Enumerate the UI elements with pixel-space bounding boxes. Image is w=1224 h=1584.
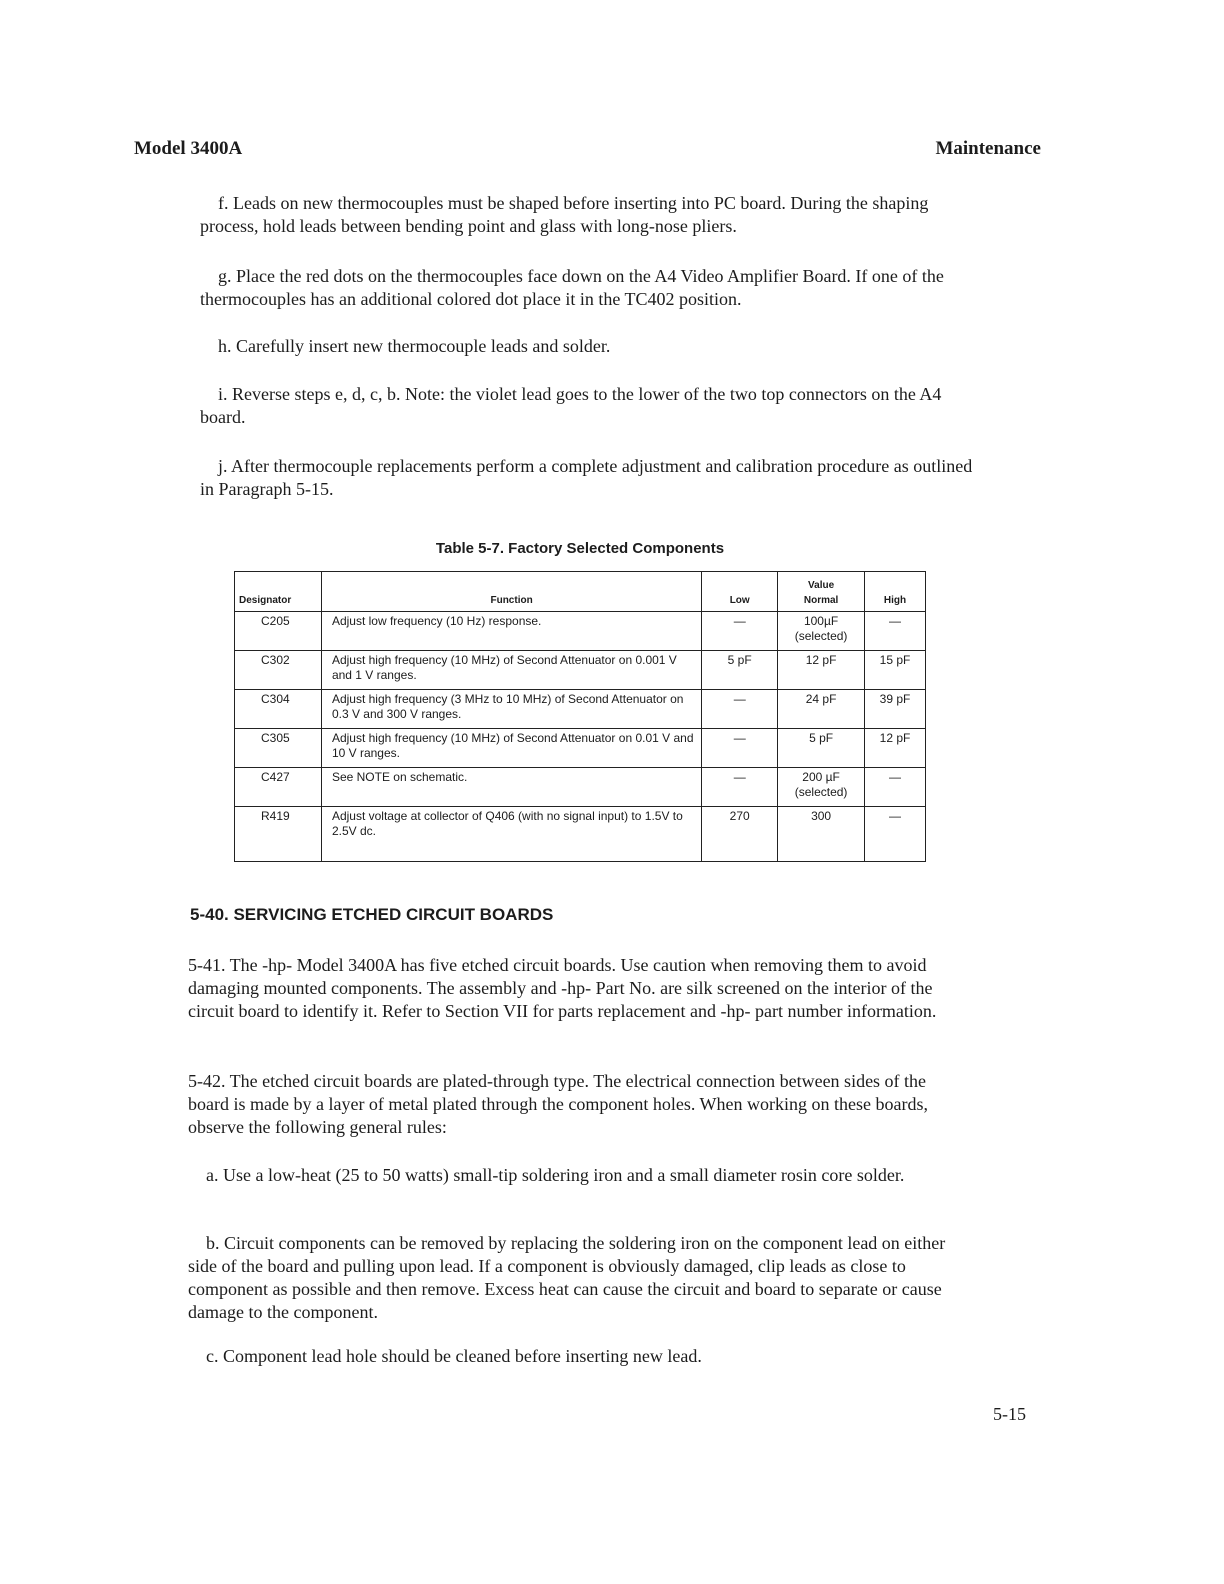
cell-function: See NOTE on schematic. — [321, 768, 701, 807]
cell-low: — — [702, 690, 778, 729]
table-row — [235, 768, 926, 807]
paragraph-5-42: 5-42. The etched circuit boards are plated-through type. The electrical connection between sides of the board is made by a layer of metal plated through the component holes. When working on these boards, observe the following general rules: — [188, 1071, 928, 1137]
header-high: High — [865, 572, 926, 612]
cell-normal — [778, 612, 865, 651]
table-row — [235, 729, 926, 768]
cell-low: 270 — [702, 807, 778, 862]
header-normal: Normal — [803, 595, 839, 606]
cell-normal — [778, 651, 865, 690]
cell-normal-value: 200 µF — [802, 770, 840, 784]
cell-normal-value: 24 pF — [805, 692, 837, 706]
step-f: f. Leads on new thermocouples must be shaped before inserting into PC board. During the shaping process, hold leads between bending point and glass with long-nose pliers. — [200, 193, 929, 236]
cell-normal-note: (selected) — [794, 629, 848, 643]
header-value: Value — [808, 580, 835, 591]
rule-a: a. Use a low-heat (25 to 50 watts) small-tip soldering iron and a small diameter rosin core solder. — [206, 1165, 905, 1185]
cell-normal-value: 5 pF — [809, 731, 834, 745]
cell-designator: C304 — [235, 690, 322, 729]
cell-designator: C427 — [235, 768, 322, 807]
cell-low: — — [702, 729, 778, 768]
cell-function: Adjust voltage at collector of Q406 (with no signal input) to 1.5V to 2.5V dc. — [321, 807, 701, 862]
cell-high: 15 pF — [865, 651, 926, 690]
factory-selected-components-table — [234, 571, 926, 862]
paragraph-5-41: 5-41. The -hp- Model 3400A has five etched circuit boards. Use caution when removing them to avoid damaging mounted components. The assembly and -hp- Part No. are silk screened on the interior of the circuit board to identify it. Refer to Section VII for parts replacement and -hp- part number information. — [188, 955, 937, 1021]
rule-b: b. Circuit components can be removed by replacing the soldering iron on the component lead on either side of the board and pulling upon lead. If a component is obviously damaged, clip leads as close to component as possible and then remove. Excess heat can cause the circuit and board to separate or cause damage to the component. — [188, 1233, 946, 1322]
cell-normal-value: 12 pF — [805, 653, 837, 667]
step-j: j. After thermocouple replacements perform a complete adjustment and calibration procedure as outlined in Paragraph 5-15. — [200, 456, 973, 499]
cell-normal-value: 100µF — [803, 614, 839, 628]
cell-function: Adjust high frequency (3 MHz to 10 MHz) of Second Attenuator on 0.3 V and 300 V ranges. — [321, 690, 701, 729]
table-row — [235, 651, 926, 690]
table-header-row — [235, 572, 926, 612]
cell-low: 5 pF — [702, 651, 778, 690]
header-function: Function — [321, 572, 701, 612]
header-model: Model 3400A — [134, 138, 243, 159]
cell-normal — [778, 729, 865, 768]
cell-normal — [778, 807, 865, 862]
cell-designator: C205 — [235, 612, 322, 651]
cell-normal — [778, 768, 865, 807]
header-designator: Designator — [235, 572, 322, 612]
table-row — [235, 690, 926, 729]
page-number: 5-15 — [993, 1404, 1026, 1424]
rule-c: c. Component lead hole should be cleaned before inserting new lead. — [206, 1346, 702, 1366]
cell-high: — — [865, 768, 926, 807]
header-low: Low — [702, 572, 778, 612]
cell-normal — [778, 690, 865, 729]
cell-high: — — [865, 807, 926, 862]
cell-low: — — [702, 768, 778, 807]
cell-normal-value: 300 — [811, 809, 832, 823]
cell-high: 12 pF — [865, 729, 926, 768]
cell-normal-note: (selected) — [794, 785, 848, 799]
table-row — [235, 612, 926, 651]
header-section: Maintenance — [935, 138, 1041, 159]
cell-function: Adjust high frequency (10 MHz) of Second Attenuator on 0.001 V and 1 V ranges. — [321, 651, 701, 690]
step-h: h. Carefully insert new thermocouple leads and solder. — [218, 336, 611, 356]
table-caption: Table 5-7. Factory Selected Components — [435, 540, 725, 557]
cell-function: Adjust high frequency (10 MHz) of Second Attenuator on 0.01 V and 10 V ranges. — [321, 729, 701, 768]
step-g: g. Place the red dots on the thermocouples face down on the A4 Video Amplifier Board. If one of the thermocouples has an additional colored dot place it in the TC402 position. — [200, 266, 944, 309]
section-heading: 5-40. SERVICING ETCHED CIRCUIT BOARDS — [190, 905, 554, 924]
cell-designator: C305 — [235, 729, 322, 768]
cell-high: — — [865, 612, 926, 651]
cell-designator: R419 — [235, 807, 322, 862]
cell-high: 39 pF — [865, 690, 926, 729]
cell-low: — — [702, 612, 778, 651]
step-i: i. Reverse steps e, d, c, b. Note: the violet lead goes to the lower of the two top connectors on the A4 board. — [200, 384, 942, 427]
table-row — [235, 807, 926, 862]
header-value-normal — [778, 572, 865, 612]
cell-function: Adjust low frequency (10 Hz) response. — [321, 612, 701, 651]
cell-designator: C302 — [235, 651, 322, 690]
